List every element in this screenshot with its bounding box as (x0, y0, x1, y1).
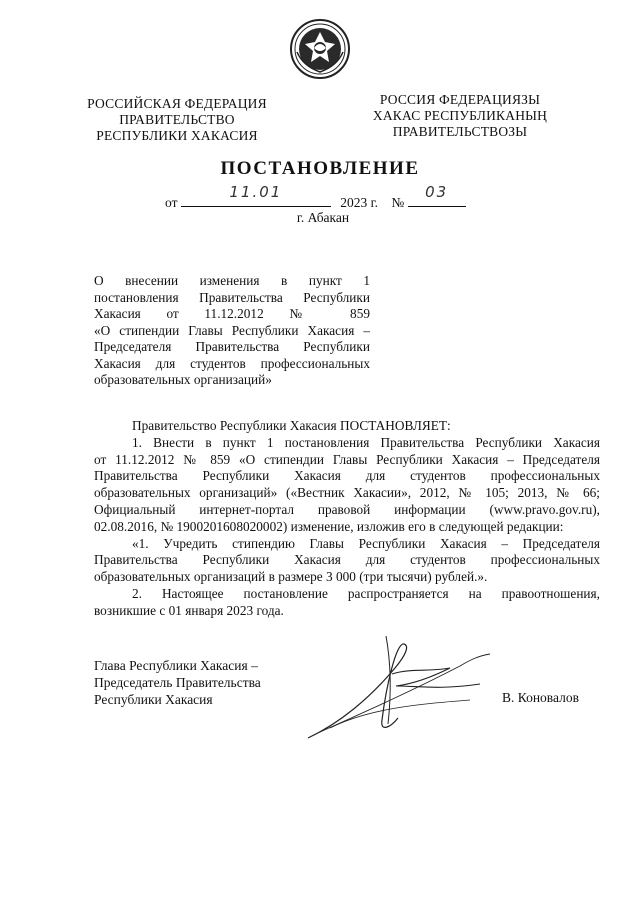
item2-line: возникшие с 01 января 2023 года. (94, 602, 284, 618)
resolution-intro: Правительство Республики Хакасия ПОСТАНОВЛЯЕТ: (132, 418, 451, 433)
subject-block (94, 273, 370, 389)
number-blank (408, 183, 466, 207)
header-left (82, 96, 272, 144)
item2-line: 2. Настоящее постановление распространяется на правоотношения, (132, 585, 600, 601)
position-line: Республики Хакасия (94, 692, 213, 707)
subject-line: Председателя Правительства Республики (94, 339, 370, 354)
subject-line: Хакасия от 11.12.2012 № 859 (94, 306, 370, 321)
subject-line: образовательных организаций» (94, 372, 272, 387)
date-line (165, 183, 466, 211)
number-sign: № (391, 195, 405, 210)
quote-line: Правительства Республики Хакасия для студентов профессиональных (94, 552, 600, 568)
header-right-line-3: ПРАВИТЕЛЬСТВОЗЫ (392, 124, 528, 139)
document-title: ПОСТАНОВЛЕНИЕ (220, 158, 420, 179)
handwritten-signature (300, 628, 500, 746)
signatory-position (94, 657, 261, 708)
header-right-line-2: ХАКАС РЕСПУБЛИКАНЫҢ (372, 108, 548, 123)
city-label: г. Абакан (296, 210, 350, 225)
header-right-line-1: РОССИЯ ФЕДЕРАЦИЯЗЫ (379, 92, 541, 107)
quote-line: «1. Учредить стипендию Главы Республики Хакасия – Председателя (132, 535, 600, 551)
handwritten-number: 03 (425, 183, 449, 201)
header-left-line-2: ПРАВИТЕЛЬСТВО (119, 112, 235, 127)
header-left-line-1: РОССИЙСКАЯ ФЕДЕРАЦИЯ (87, 96, 267, 111)
coat-of-arms-emblem (289, 18, 351, 80)
subject-line: О внесении изменения в пункт 1 (94, 273, 370, 288)
quote-line: образовательных организаций в размере 3 000 (три тысячи) рублей.». (94, 569, 488, 585)
position-line: Глава Республики Хакасия – (94, 658, 258, 673)
subject-line: постановления Правительства Республики (94, 289, 370, 305)
header-left-line-3: РЕСПУБЛИКИ ХАКАСИЯ (96, 128, 258, 143)
item1-line: Официальный интернет-портал правовой информации (www.pravo.gov.ru), (94, 501, 600, 517)
subject-line: «О стипендии Главы Республики Хакасия – (94, 322, 370, 338)
item1-line: 1. Внести в пункт 1 постановления Правительства Республики Хакасия (132, 434, 600, 450)
signatory-name: В. Коновалов (502, 690, 579, 705)
subject-line: Хакасия для студентов профессиональных (94, 355, 370, 371)
item1-line: Правительства Республики Хакасия для студентов профессиональных (94, 468, 600, 484)
date-blank (181, 183, 331, 207)
position-line: Председатель Правительства (94, 675, 261, 690)
year-label: 2023 г. (340, 195, 378, 210)
item1-line: образовательных организаций» («Вестник Хакасии», 2012, № 105; 2013, № 66; (94, 485, 600, 501)
date-prefix: от (165, 195, 178, 210)
header-right (360, 92, 560, 140)
document-body (94, 418, 600, 620)
item1-line: от 11.12.2012 № 859 «О стипендии Главы Республики Хакасия – Председателя (94, 451, 600, 467)
handwritten-date: 11.01 (229, 183, 283, 201)
item1-line: 02.08.2016, № 1900201608020002) изменение, изложив его в следующей редакции: (94, 518, 564, 534)
